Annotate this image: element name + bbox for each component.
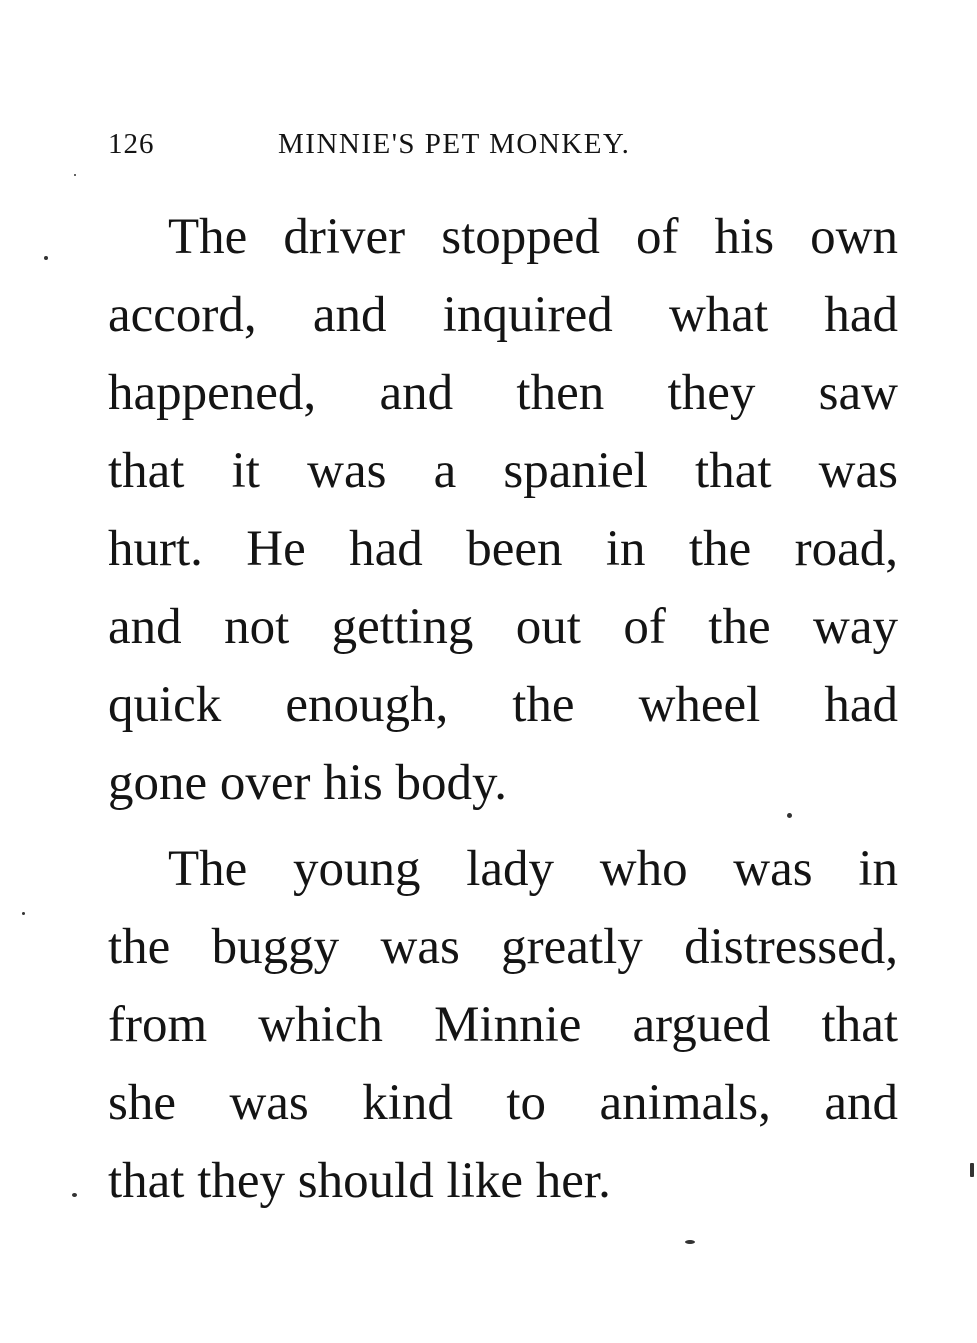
text-line: accord, and inquired what had xyxy=(108,287,898,343)
text-line: from which Minnie argued that xyxy=(108,997,898,1053)
text-line: she was kind to animals, and xyxy=(108,1075,898,1131)
page-number: 126 xyxy=(108,128,155,160)
text-line: gone over his body. xyxy=(108,755,507,811)
text-line: and not getting out of the way xyxy=(108,599,898,655)
text-line: the buggy was greatly distressed, xyxy=(108,919,898,975)
scan-speck xyxy=(787,813,792,818)
scan-speck xyxy=(970,1163,974,1177)
text-line: that it was a spaniel that was xyxy=(108,443,898,499)
scan-speck xyxy=(74,174,76,176)
text-line: The driver stopped of his own xyxy=(168,209,898,265)
paragraph-2 xyxy=(108,830,898,1220)
scan-speck xyxy=(22,912,25,915)
text-line: happened, and then they saw xyxy=(108,365,898,421)
running-head xyxy=(108,128,728,168)
text-line: quick enough, the wheel had xyxy=(108,677,898,733)
paragraph-1 xyxy=(108,198,898,822)
text-line: hurt. He had been in the road, xyxy=(108,521,898,577)
scan-speck xyxy=(685,1240,695,1244)
scan-speck xyxy=(72,1193,77,1197)
text-line: The young lady who was in xyxy=(168,841,898,897)
scan-speck xyxy=(44,256,48,260)
running-title: MINNIE'S PET MONKEY. xyxy=(278,128,631,160)
text-line: that they should like her. xyxy=(108,1153,611,1209)
